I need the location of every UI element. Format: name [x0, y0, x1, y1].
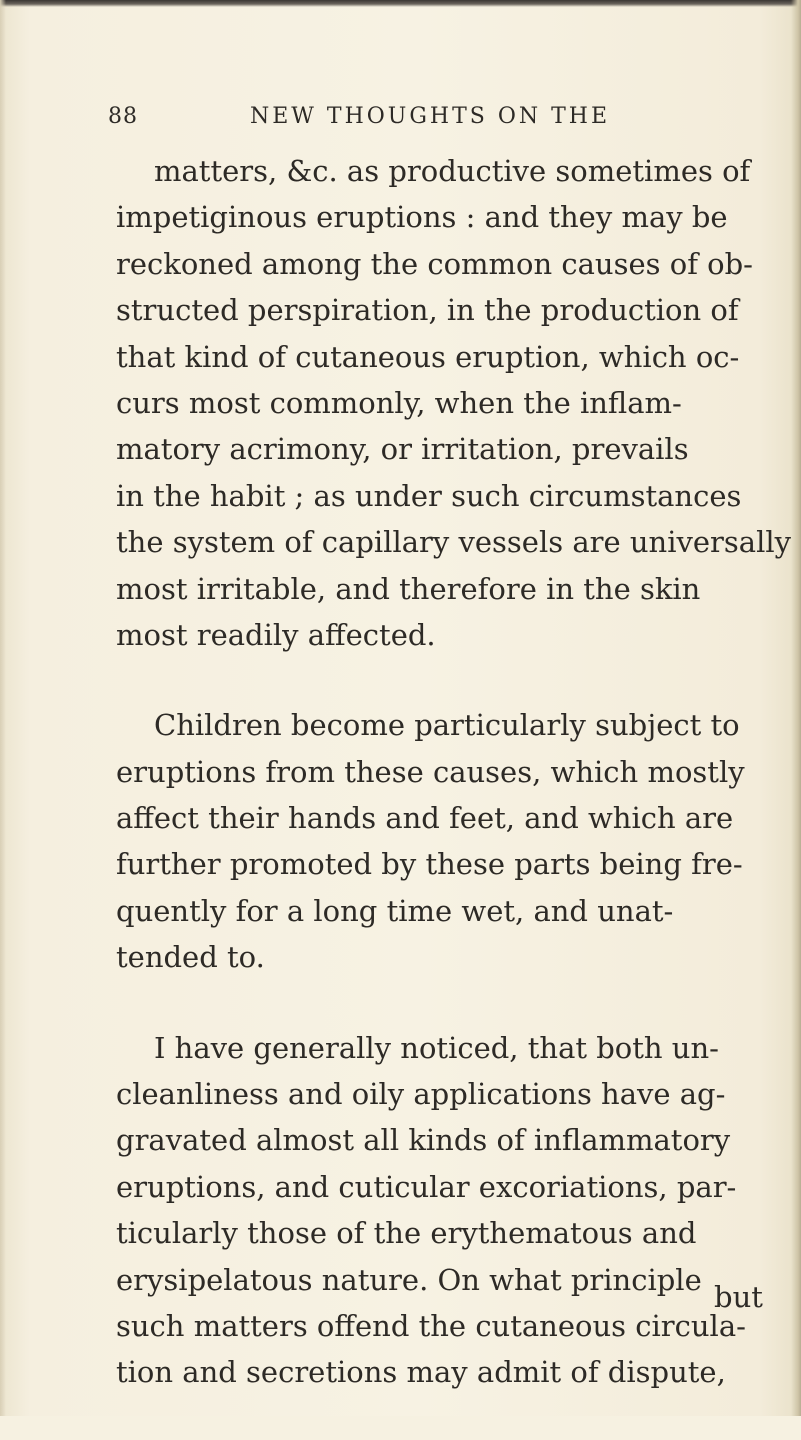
page-right-edge: [791, 0, 801, 1416]
text-line: such matters offend the cutaneous circula-: [116, 1308, 746, 1343]
text-line: Children become particularly subject to: [154, 708, 740, 743]
text-line: most readily affected.: [116, 617, 436, 652]
text-line: matory acrimony, or irritation, prevails: [116, 432, 689, 467]
page-header: [0, 104, 801, 144]
text-line: cleanliness and oily applications have ag-: [116, 1077, 726, 1112]
body-text: [116, 148, 792, 1440]
text-line: quently for a long time wet, and unat-: [116, 893, 674, 928]
text-line: eruptions, and cuticular excoriations, par-: [116, 1169, 737, 1204]
text-line: reckoned among the common causes of ob-: [116, 246, 753, 281]
text-line: structed perspiration, in the production of: [116, 293, 739, 328]
text-line: matters, &c. as productive sometimes of: [154, 154, 751, 188]
text-line: erysipelatous nature. On what principle: [116, 1262, 702, 1297]
text-line: most irritable, and therefore in the skin: [116, 571, 701, 606]
page-number: 88: [108, 104, 138, 129]
text-line: I have generally noticed, that both un-: [154, 1030, 719, 1065]
text-line: ticularly those of the erythematous and: [116, 1216, 697, 1251]
text-line: eruptions from these causes, which mostly: [116, 754, 745, 789]
text-line: curs most commonly, when the inflam-: [116, 385, 682, 420]
paragraph-2: [116, 702, 786, 980]
text-line: affect their hands and feet, and which are: [116, 801, 734, 836]
text-line: tion and secretions may admit of dispute,: [116, 1355, 726, 1390]
page-left-edge: [0, 0, 6, 1416]
catchword: but: [714, 1280, 763, 1314]
paragraph-3: [116, 1025, 786, 1396]
text-line: further promoted by these parts being fre-: [116, 847, 743, 882]
text-line: impetiginous eruptions : and they may be: [116, 200, 728, 235]
text-line: the system of capillary vessels are universally: [116, 525, 792, 560]
text-line: that kind of cutaneous eruption, which oc-: [116, 339, 740, 374]
running-head: NEW THOUGHTS ON THE: [250, 104, 611, 129]
text-line: gravated almost all kinds of inflammatory: [116, 1123, 731, 1158]
page-top-edge: [0, 0, 801, 7]
paragraph-1: [116, 148, 792, 658]
text-line: tended to.: [116, 940, 265, 975]
text-line: in the habit ; as under such circumstances: [116, 478, 742, 513]
